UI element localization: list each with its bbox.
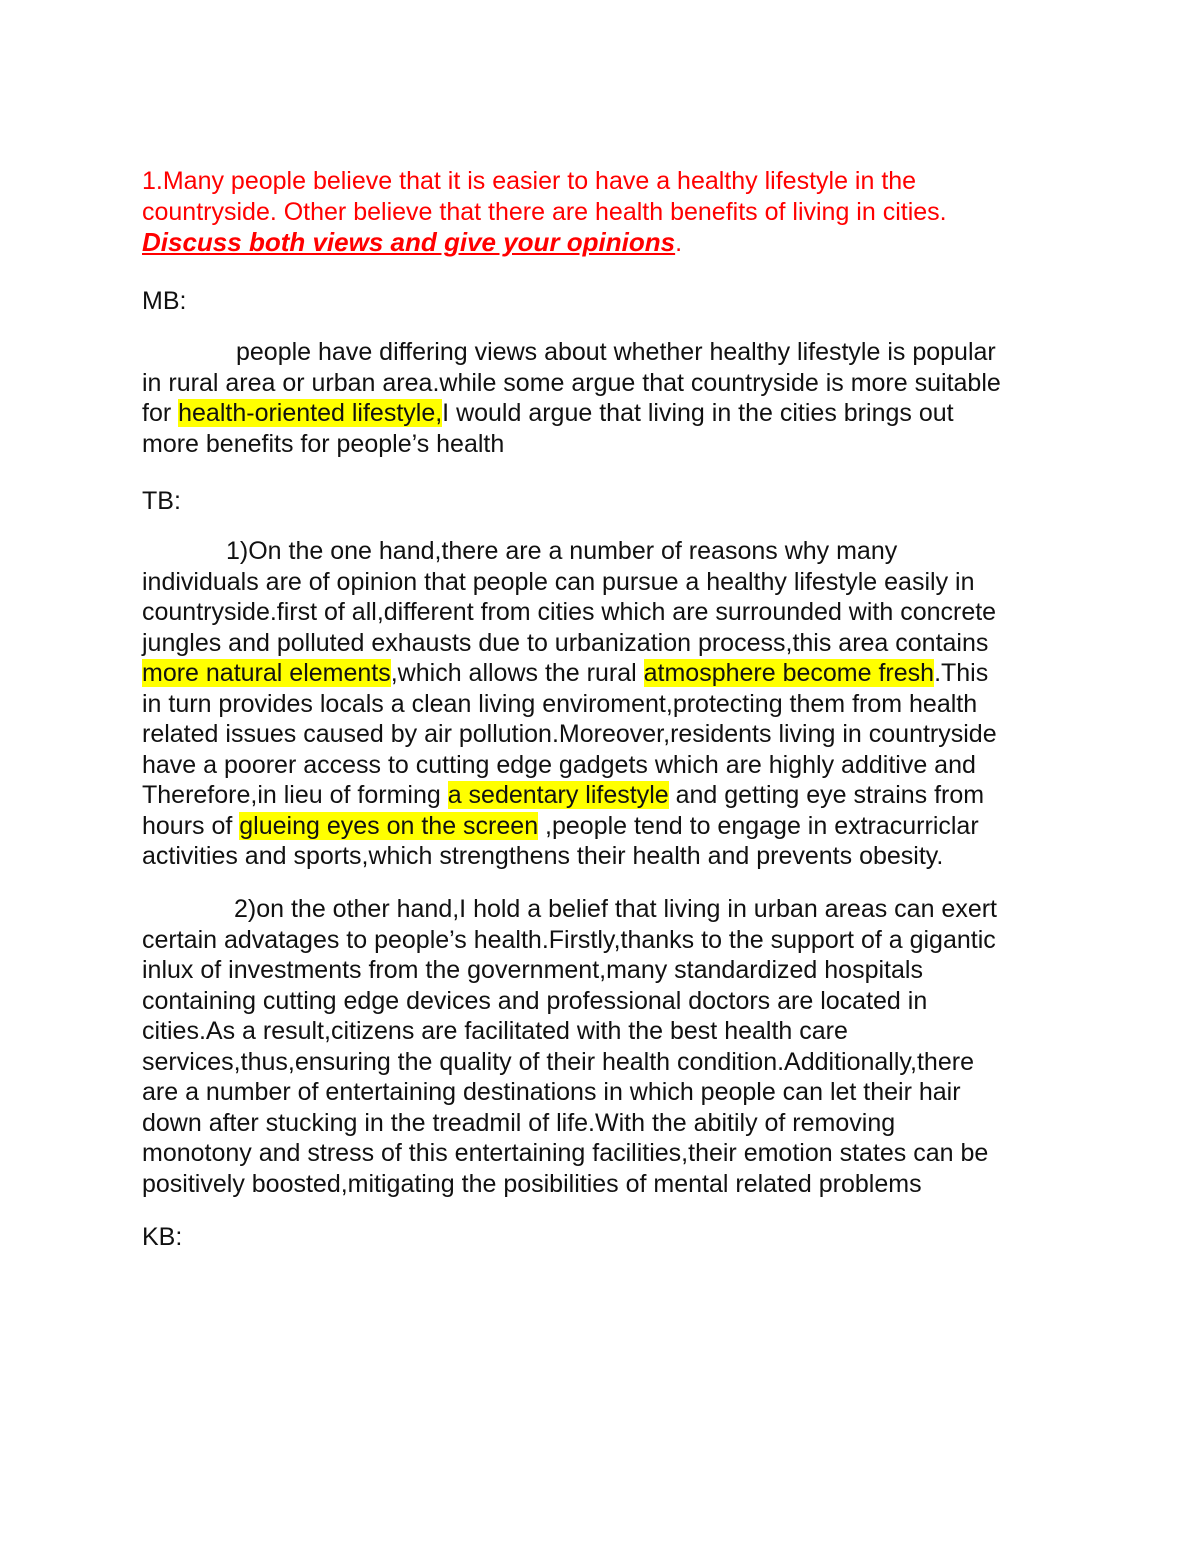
body1-text-2: ,which allows the rural (390, 659, 644, 687)
prompt-line-1: 1.Many people believe that it is easier to have a healthy lifestyle in the (142, 167, 917, 195)
intro-text-2: I would argue that living in the cities brings out more benefits for people’s health (142, 399, 954, 458)
label-kb: KB: (142, 1223, 183, 1251)
essay-prompt (142, 166, 1072, 259)
highlight-phrase: glueing eyes on the screen (239, 811, 539, 840)
body1-text-4: and getting eye strains from hours of (142, 781, 985, 840)
body2-text: 2)on the other hand,I hold a belief that living in urban areas can exert certain advatages to people’s health.Firstly,thanks to the support of a gigantic inlux of investments from the government,many standardized hospitals containing cutting edge devices and professional doctors are located in cities.As a result,citizens are facilitated with the best health care services,thus,ensuring the quality of their health condition.Additionally,there are a number of entertaining destinations in which people can let their hair down after stucking in the treadmil of life.With the abitily of removing monotony and stress of this entertaining facilities,their emotion states can be positively boosted,mitigating the posibilities of mental related problems (142, 895, 998, 1198)
body1-text-3: .This in turn provides locals a clean living enviroment,protecting them from health related issues caused by air pollution.Moreover,residents living in countryside have a poorer access to cutting edge gadgets which are highly additive and Therefore,in lieu of forming (142, 659, 997, 809)
highlight-phrase: atmosphere become fresh (643, 659, 935, 687)
label-mb: MB: (142, 287, 187, 315)
intro-paragraph (142, 337, 1072, 459)
body-paragraph-2 (142, 894, 1072, 1199)
body1-text-1: 1)On the one hand,there are a number of reasons why many individuals are of opinion that people can pursue a healthy lifestyle easily in countryside.first of all,different from cities which are surrounded with concrete jungles and polluted exhausts due to urbanization process,this area contains (142, 537, 997, 657)
prompt-trailing: . (675, 229, 683, 257)
body-paragraph-1 (142, 536, 1072, 872)
prompt-instruction: Discuss both views and give your opinions (142, 227, 676, 257)
highlight-phrase: more natural elements (142, 659, 391, 687)
intro-text-1: people have differing views about whether healthy lifestyle is popular in rural area or urban area.while some argue that countryside is more suitable for (142, 338, 1001, 427)
highlight-phrase: a sedentary lifestyle (447, 781, 669, 809)
label-tb: TB: (142, 487, 181, 515)
prompt-line-2: countryside. Other believe that there are health benefits of living in cities. (142, 197, 947, 226)
highlight-phrase: health-oriented lifestyle, (178, 399, 443, 427)
body1-text-5: ,people tend to engage in extracurriclar activities and sports,which strengthens their health and prevents obesity. (142, 811, 979, 870)
